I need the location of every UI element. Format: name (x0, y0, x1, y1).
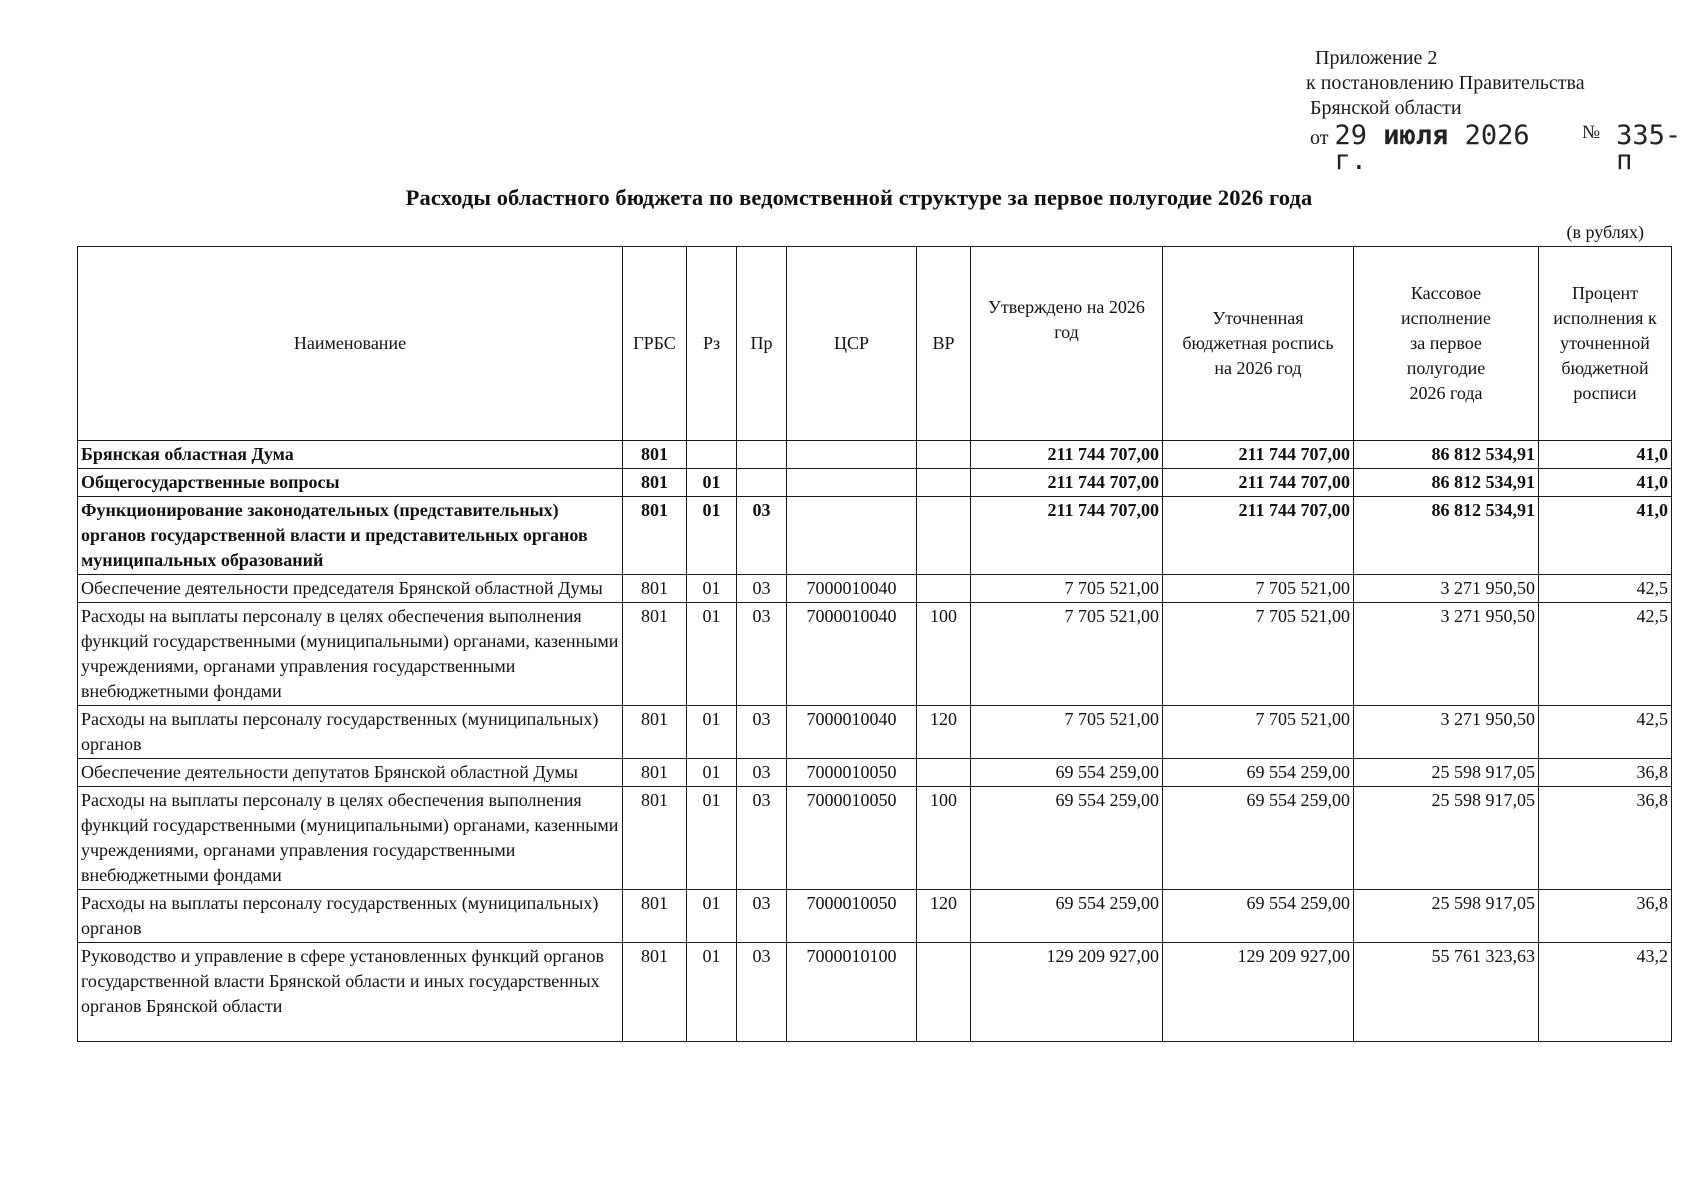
date-year: 2026 г. (1334, 120, 1530, 176)
cell-refined: 7 705 521,00 (1163, 706, 1354, 759)
table-row (78, 759, 1672, 787)
cell-rz: 01 (687, 603, 737, 706)
cell-vr (917, 441, 971, 469)
cell-rz: 01 (687, 759, 737, 787)
cell-refined: 69 554 259,00 (1163, 787, 1354, 890)
cell-cash: 86 812 534,91 (1354, 497, 1539, 575)
cell-name: Функционирование законодательных (представительных) органов государственной власти и представительных органов муниципальных образований (78, 497, 623, 575)
cell-csr (787, 441, 917, 469)
cell-rz: 01 (687, 787, 737, 890)
cell-cash: 25 598 917,05 (1354, 890, 1539, 943)
col-header-vr: ВР (917, 247, 971, 441)
cell-cash: 25 598 917,05 (1354, 787, 1539, 890)
cell-percent: 36,8 (1539, 890, 1672, 943)
cell-pr: 03 (737, 759, 787, 787)
annex-resolution: к постановлению Правительства (1306, 72, 1585, 94)
cell-approved: 129 209 927,00 (971, 943, 1163, 1042)
document-number: 335-п (1616, 120, 1682, 176)
cell-name: Расходы на выплаты персоналу в целях обеспечения выполнения функций государственными (муниципальными) органами, казенными учреждениями, органами управления государственными внебюджетными фондами (78, 787, 623, 890)
cell-rz: 01 (687, 890, 737, 943)
table-row (78, 943, 1672, 1042)
table-row (78, 890, 1672, 943)
cell-grbs: 801 (623, 603, 687, 706)
cell-grbs: 801 (623, 469, 687, 497)
cell-name: Обеспечение деятельности депутатов Брянской областной Думы (78, 759, 623, 787)
document-title (0, 185, 1694, 211)
table-row (78, 441, 1672, 469)
cell-name: Расходы на выплаты персоналу государственных (муниципальных) органов (78, 890, 623, 943)
col-header-csr: ЦСР (787, 247, 917, 441)
cell-vr: 100 (917, 603, 971, 706)
cell-vr: 100 (917, 787, 971, 890)
cell-pr (737, 441, 787, 469)
annex-header (1306, 46, 1694, 176)
cell-pr: 03 (737, 706, 787, 759)
cell-vr: 120 (917, 890, 971, 943)
unit-note: (в рублях) (1566, 222, 1644, 242)
annex-date-line (1310, 120, 1694, 176)
cell-name: Руководство и управление в сфере установленных функций органов государственной власти Брянской области и иных государственных органов Брянской области (78, 943, 623, 1042)
cell-pr: 03 (737, 603, 787, 706)
cell-percent: 41,0 (1539, 497, 1672, 575)
cell-name: Расходы на выплаты персоналу государственных (муниципальных) органов (78, 706, 623, 759)
cell-csr: 7000010050 (787, 787, 917, 890)
table-row (78, 469, 1672, 497)
cell-percent: 42,5 (1539, 706, 1672, 759)
cell-csr: 7000010100 (787, 943, 917, 1042)
cell-refined: 211 744 707,00 (1163, 441, 1354, 469)
cell-csr: 7000010040 (787, 603, 917, 706)
cell-grbs: 801 (623, 759, 687, 787)
col-header-cash: Кассовое исполнение за первое полугодие 2026 года (1354, 247, 1539, 441)
cell-percent: 36,8 (1539, 787, 1672, 890)
date-prefix: от (1310, 127, 1329, 149)
col-header-grbs: ГРБС (623, 247, 687, 441)
cell-cash: 86 812 534,91 (1354, 441, 1539, 469)
table-header-row (78, 247, 1672, 441)
cell-pr: 03 (737, 943, 787, 1042)
col-header-approved: Утверждено на 2026 год (971, 247, 1163, 441)
cell-refined: 129 209 927,00 (1163, 943, 1354, 1042)
cell-approved: 69 554 259,00 (971, 759, 1163, 787)
date-stamp (1334, 120, 1568, 176)
cell-csr: 7000010040 (787, 575, 917, 603)
col-header-name: Наименование (78, 247, 623, 441)
cell-cash: 55 761 323,63 (1354, 943, 1539, 1042)
cell-vr (917, 943, 971, 1042)
cell-rz: 01 (687, 469, 737, 497)
cell-csr: 7000010040 (787, 706, 917, 759)
cell-rz: 01 (687, 497, 737, 575)
table-row (78, 575, 1672, 603)
cell-percent: 42,5 (1539, 575, 1672, 603)
cell-pr: 03 (737, 787, 787, 890)
cell-vr (917, 497, 971, 575)
cell-rz (687, 441, 737, 469)
date-month: июля (1383, 120, 1449, 151)
cell-cash: 25 598 917,05 (1354, 759, 1539, 787)
col-header-pr: Пр (737, 247, 787, 441)
cell-csr (787, 497, 917, 575)
date-day: 29 (1334, 120, 1367, 151)
cell-rz: 01 (687, 706, 737, 759)
cell-approved: 211 744 707,00 (971, 469, 1163, 497)
cell-refined: 7 705 521,00 (1163, 575, 1354, 603)
cell-refined: 69 554 259,00 (1163, 890, 1354, 943)
cell-cash: 3 271 950,50 (1354, 603, 1539, 706)
cell-grbs: 801 (623, 706, 687, 759)
cell-approved: 69 554 259,00 (971, 890, 1163, 943)
cell-refined: 7 705 521,00 (1163, 603, 1354, 706)
cell-name: Брянская областная Дума (78, 441, 623, 469)
cell-approved: 7 705 521,00 (971, 603, 1163, 706)
cell-cash: 3 271 950,50 (1354, 575, 1539, 603)
cell-percent: 41,0 (1539, 469, 1672, 497)
col-header-rz: Рз (687, 247, 737, 441)
table-row (78, 706, 1672, 759)
cell-grbs: 801 (623, 943, 687, 1042)
cell-rz: 01 (687, 943, 737, 1042)
cell-refined: 211 744 707,00 (1163, 497, 1354, 575)
cell-percent: 43,2 (1539, 943, 1672, 1042)
cell-csr (787, 469, 917, 497)
cell-pr: 03 (737, 497, 787, 575)
cell-vr (917, 759, 971, 787)
cell-rz: 01 (687, 575, 737, 603)
cell-grbs: 801 (623, 890, 687, 943)
cell-cash: 86 812 534,91 (1354, 469, 1539, 497)
table-row (78, 603, 1672, 706)
number-sign: № (1582, 122, 1601, 143)
cell-grbs: 801 (623, 497, 687, 575)
cell-grbs: 801 (623, 441, 687, 469)
cell-name: Расходы на выплаты персоналу в целях обеспечения выполнения функций государственными (муниципальными) органами, казенными учреждениями, органами управления государственными внебюджетными фондами (78, 603, 623, 706)
cell-cash: 3 271 950,50 (1354, 706, 1539, 759)
cell-approved: 69 554 259,00 (971, 787, 1163, 890)
cell-grbs: 801 (623, 575, 687, 603)
cell-refined: 211 744 707,00 (1163, 469, 1354, 497)
cell-vr: 120 (917, 706, 971, 759)
cell-csr: 7000010050 (787, 759, 917, 787)
cell-name: Общегосударственные вопросы (78, 469, 623, 497)
annex-region: Брянской области (1310, 97, 1462, 119)
table-row (78, 787, 1672, 890)
cell-pr: 03 (737, 890, 787, 943)
cell-approved: 211 744 707,00 (971, 441, 1163, 469)
annex-title: Приложение 2 (1315, 47, 1438, 69)
cell-percent: 36,8 (1539, 759, 1672, 787)
cell-refined: 69 554 259,00 (1163, 759, 1354, 787)
col-header-percent: Процент исполнения к уточненной бюджетной росписи (1539, 247, 1672, 441)
cell-approved: 211 744 707,00 (971, 497, 1163, 575)
cell-pr (737, 469, 787, 497)
document-title-text: Расходы областного бюджета по ведомственной структуре за первое полугодие 2026 года (405, 185, 1313, 210)
cell-grbs: 801 (623, 787, 687, 890)
col-header-refined: Уточненная бюджетная роспись на 2026 год (1163, 247, 1354, 441)
cell-name: Обеспечение деятельности председателя Брянской областной Думы (78, 575, 623, 603)
budget-table (77, 246, 1672, 1042)
cell-vr (917, 575, 971, 603)
cell-percent: 41,0 (1539, 441, 1672, 469)
cell-approved: 7 705 521,00 (971, 706, 1163, 759)
cell-approved: 7 705 521,00 (971, 575, 1163, 603)
cell-vr (917, 469, 971, 497)
table-row (78, 497, 1672, 575)
cell-percent: 42,5 (1539, 603, 1672, 706)
cell-pr: 03 (737, 575, 787, 603)
cell-csr: 7000010050 (787, 890, 917, 943)
